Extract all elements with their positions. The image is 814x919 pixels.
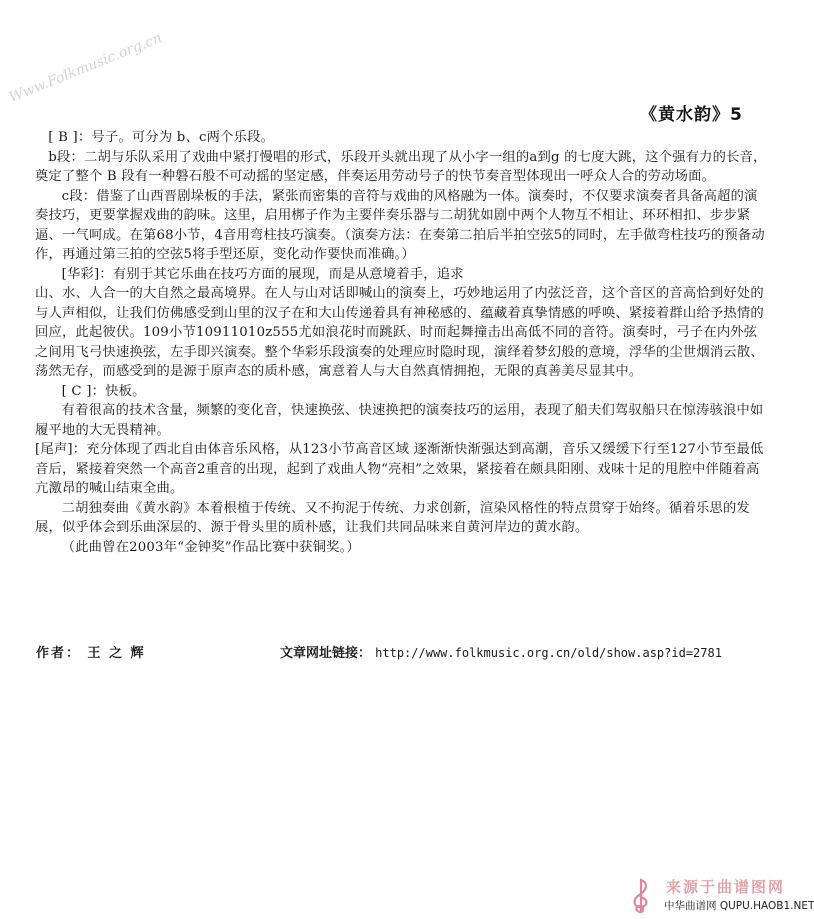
treble-clef-icon xyxy=(626,876,656,916)
section-c-heading: [ C ]：快板。 xyxy=(61,383,146,399)
section-c-description: 有着很高的技术含量，频繁的变化音，快速换弦、快速换把的演奏技巧的运用，表现了船夫们驾驭船只在惊涛骇浪中如履平地的大无畏精神。 xyxy=(35,403,764,438)
coda-paragraph: [尾声]：充分体现了西北自由体音乐风格，从123小节高音区域 逐渐渐快渐强达到高潮，音乐又缓缓下行至127小节至最低音后，紧接着突然一个高音2重音的出现，起到了戏曲人物“亮相”之效果，紧接着在颇具阳刚、戏味十足的甩腔中伴随着高亢激昂的喊山结束全曲。 xyxy=(35,442,764,496)
top-left-watermark: Www.Folkmusic.org.cn xyxy=(6,30,165,106)
watermark-line-1: 来源于曲谱图网 xyxy=(666,878,786,896)
bottom-right-watermark xyxy=(618,872,814,918)
watermark-line-2: 中华曲谱网 QUPU.HAOB1.NET xyxy=(664,900,814,912)
author-name: 王 之 辉 xyxy=(87,646,146,661)
summary-paragraph: 二胡独奏曲《黄水韵》本着根植于传统、又不拘泥于传统、力求创新，渲染风格性的特点贯穿于始终。循着乐思的发展，似乎体会到乐曲深层的、源于骨头里的质朴感，让我们共同品味来自黄河岸边的黄水韵。 xyxy=(35,500,750,535)
section-c-paragraph: c段：借鉴了山西晋剧垛板的手法，紧张而密集的音符与戏曲的风格融为一体。演奏时，不仅要求演奏者具备高超的演奏技巧，更要掌握戏曲的韵味。这里，启用梆子作为主要伴奏乐器与二胡犹如剧中两个人物互不相让、环环相扣、步步紧逼、一气呵成。在第68小节，4音用弯柱技巧演奏。（演奏方法：在奏第二拍后半拍空弦5的同时，左手做弯柱技巧的预备动作，再通过第三拍的空弦5将手型还原，变化动作要快而准确。） xyxy=(35,188,765,262)
cadenza-paragraph: 山、水、人合一的大自然之最高境界。在人与山对话即喊山的演奏上，巧妙地运用了内弦泛音，这个音区的音高恰到好处的与人声相似，让我们仿佛感受到山里的汉子在和大山传递着具有神秘感的、蕴藏着真挚情感的呼唤、紧接着群山给予热情的回应，此起彼伏。109小节10911010z555尤如浪花时而跳跃、时而起舞撞击出高低不同的音符。演奏时，弓子在内外弦之间用飞弓快速换弦，左手即兴演奏。整个华彩乐段演奏的处理应时隐时现，演绎着梦幻般的意境，浮华的尘世烟消云散、荡然无存，而感受到的是源于原声态的质朴感，寓意着人与大自然真情拥抱，无限的真善美尽显其中。 xyxy=(35,286,764,379)
page-title: 《黄水韵》5 xyxy=(640,105,743,125)
section-b-paragraph: b段：二胡与乐队采用了戏曲中紧打慢唱的形式，乐段开头就出现了从小字一组的a到g 的七度大跳，这个强有力的长音，奠定了整个 B 段有一种磐石般不可动摇的坚定感，伴奏运用劳动号子的快节奏音型体现出一呼众人合的劳动场面。 xyxy=(35,149,767,184)
section-b-heading: [ B ]：号子。可分为 b、c两个乐段。 xyxy=(48,130,275,145)
source-link-url[interactable]: http://www.folkmusic.org.cn/old/show.asp?id=2781 xyxy=(375,646,722,660)
source-link-line xyxy=(280,642,722,661)
author-line xyxy=(36,642,146,661)
award-note: （此曲曾在2003年“金钟奖”作品比赛中获铜奖。） xyxy=(61,539,361,555)
cadenza-heading: [华彩]：有别于其它乐曲在技巧方面的展现，而是从意境着手，追求 xyxy=(61,266,464,282)
author-label: 作者： xyxy=(36,646,82,661)
source-link-label: 文章网址链接： xyxy=(280,646,372,661)
article-body xyxy=(35,128,770,557)
